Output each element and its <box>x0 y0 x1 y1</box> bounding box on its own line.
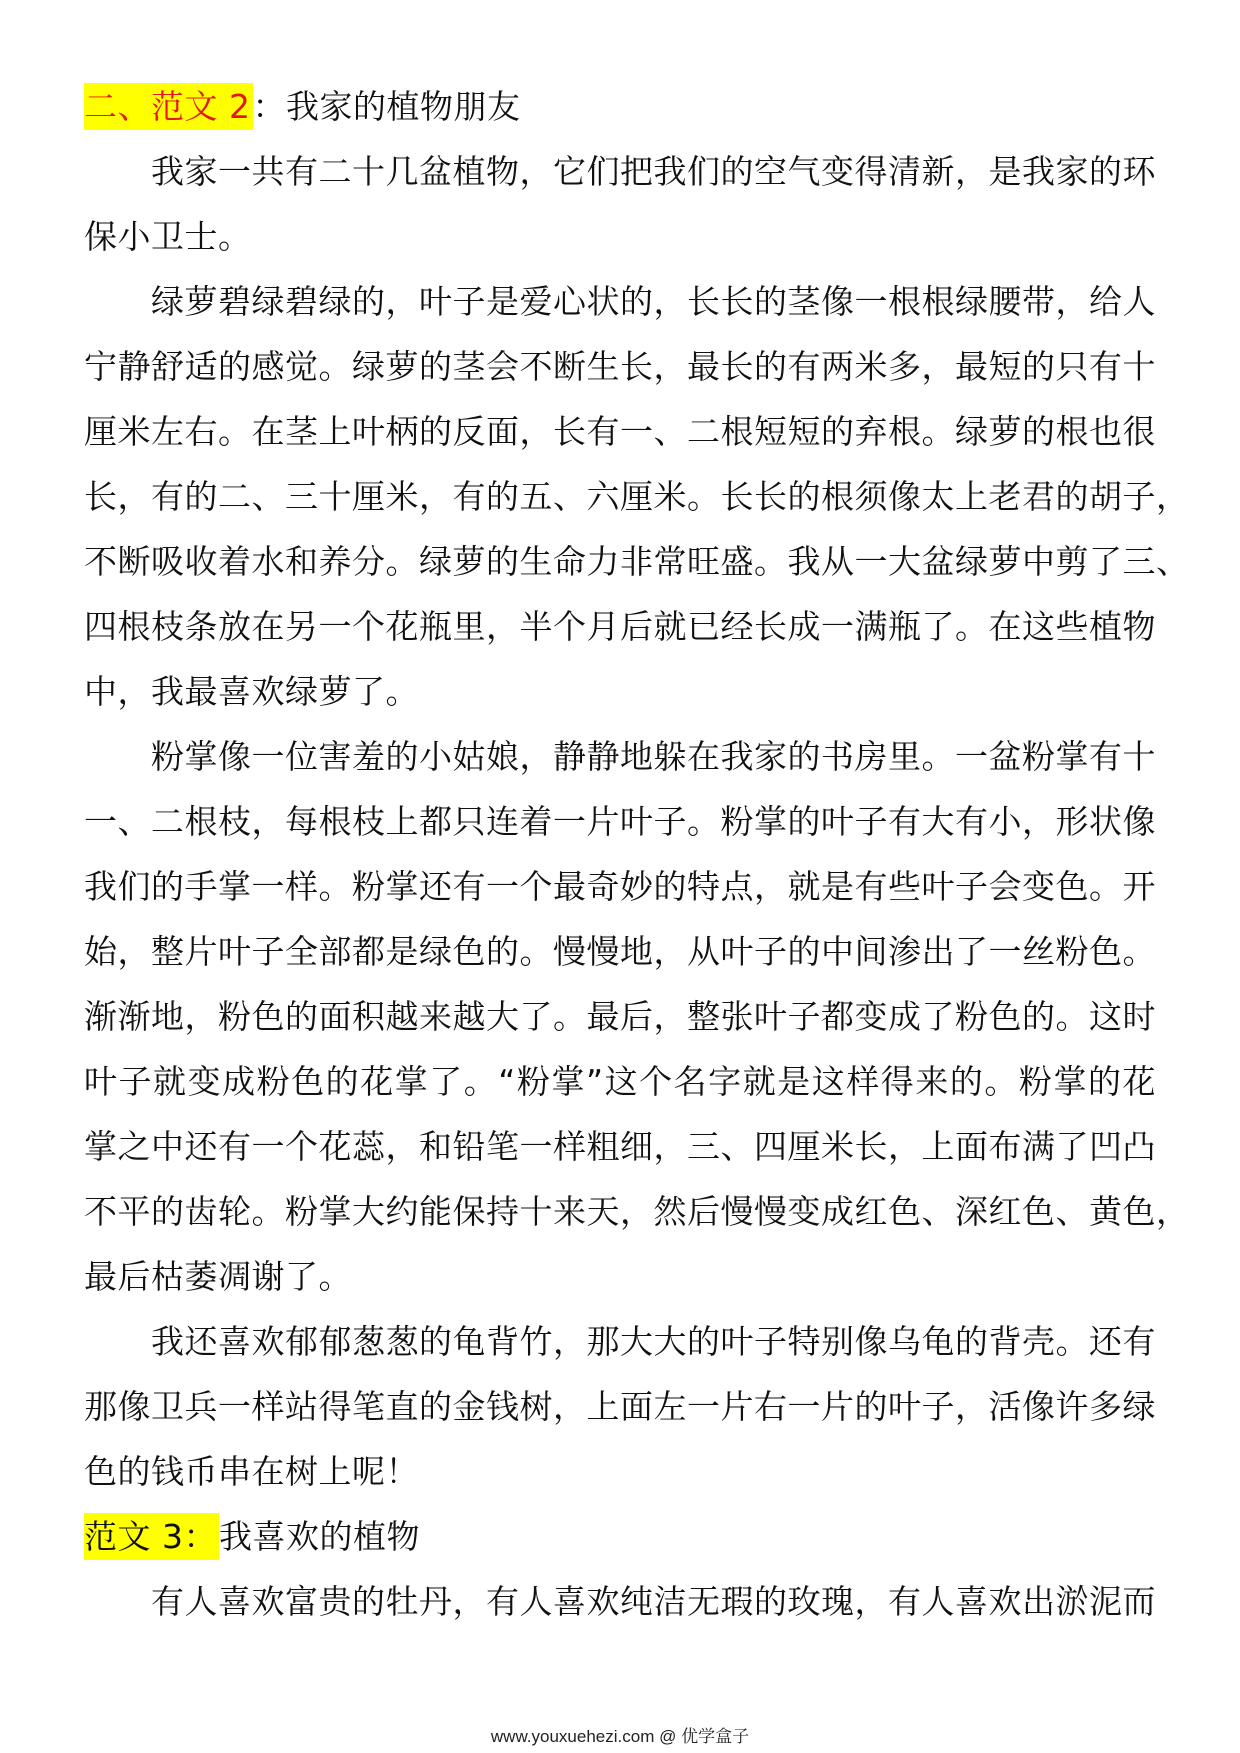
section-3-label: 范文 3： <box>84 1513 219 1560</box>
section-2-heading <box>84 74 1156 139</box>
paragraph-line: 一、二根枝，每根枝上都只连着一片叶子。粉掌的叶子有大有小，形状像 <box>84 802 1156 841</box>
paragraph-line: 长，有的二、三十厘米，有的五、六厘米。长长的根须像太上老君的胡子， <box>84 477 1190 516</box>
paragraph-line: 不平的齿轮。粉掌大约能保持十来天，然后慢慢变成红色、深红色、黄色， <box>84 1192 1190 1231</box>
paragraph-line: 厘米左右。在茎上叶柄的反面，长有一、二根短短的弃根。绿萝的根也很 <box>84 412 1156 451</box>
paragraph-line: 掌之中还有一个花蕊，和铅笔一样粗细，三、四厘米长，上面布满了凹凸 <box>84 1127 1156 1166</box>
paragraph-line: 保小卫士。 <box>84 217 252 256</box>
paragraph-line: 宁静舒适的感觉。绿萝的茎会不断生长，最长的有两米多，最短的只有十 <box>84 347 1156 386</box>
paragraph-line: 我还喜欢郁郁葱葱的龟背竹，那大大的叶子特别像乌龟的背壳。还有 <box>151 1322 1156 1361</box>
paragraph-line: 中，我最喜欢绿萝了。 <box>84 672 419 711</box>
paragraph-line: 叶子就变成粉色的花掌了。“粉掌”这个名字就是这样得来的。粉掌的花 <box>84 1062 1156 1101</box>
section-3-title: 我喜欢的植物 <box>219 1517 420 1556</box>
paragraph-line: 那像卫兵一样站得笔直的金钱树，上面左一片右一片的叶子，活像许多绿 <box>84 1387 1156 1426</box>
paragraph-line: 我家一共有二十几盆植物，它们把我们的空气变得清新，是我家的环 <box>151 152 1156 191</box>
document-page <box>84 74 1190 1634</box>
section-2-title: ：我家的植物朋友 <box>252 87 521 126</box>
paragraph-line: 有人喜欢富贵的牡丹，有人喜欢纯洁无瑕的玫瑰，有人喜欢出淤泥而 <box>151 1582 1156 1621</box>
section-3-heading <box>84 1504 1156 1569</box>
paragraph-line: 我们的手掌一样。粉掌还有一个最奇妙的特点，就是有些叶子会变色。开 <box>84 867 1156 906</box>
section-2-label: 二、范文 2 <box>84 83 253 130</box>
paragraph-line: 四根枝条放在另一个花瓶里，半个月后就已经长成一满瓶了。在这些植物 <box>84 607 1156 646</box>
paragraph-line: 绿萝碧绿碧绿的，叶子是爱心状的，长长的茎像一根根绿腰带，给人 <box>151 282 1156 321</box>
paragraph-line: 最后枯萎凋谢了。 <box>84 1257 352 1296</box>
page-footer: www.youxuehezi.com @ 优学盒子 <box>490 1727 750 1746</box>
paragraph-line: 不断吸收着水和养分。绿萝的生命力非常旺盛。我从一大盆绿萝中剪了三、 <box>84 542 1190 581</box>
paragraph-line: 渐渐地，粉色的面积越来越大了。最后，整张叶子都变成了粉色的。这时 <box>84 997 1156 1036</box>
paragraph-line: 色的钱币串在树上呢！ <box>84 1452 419 1491</box>
paragraph-line: 粉掌像一位害羞的小姑娘，静静地躲在我家的书房里。一盆粉掌有十 <box>151 737 1156 776</box>
paragraph-line: 始，整片叶子全部都是绿色的。慢慢地，从叶子的中间渗出了一丝粉色。 <box>84 932 1156 971</box>
